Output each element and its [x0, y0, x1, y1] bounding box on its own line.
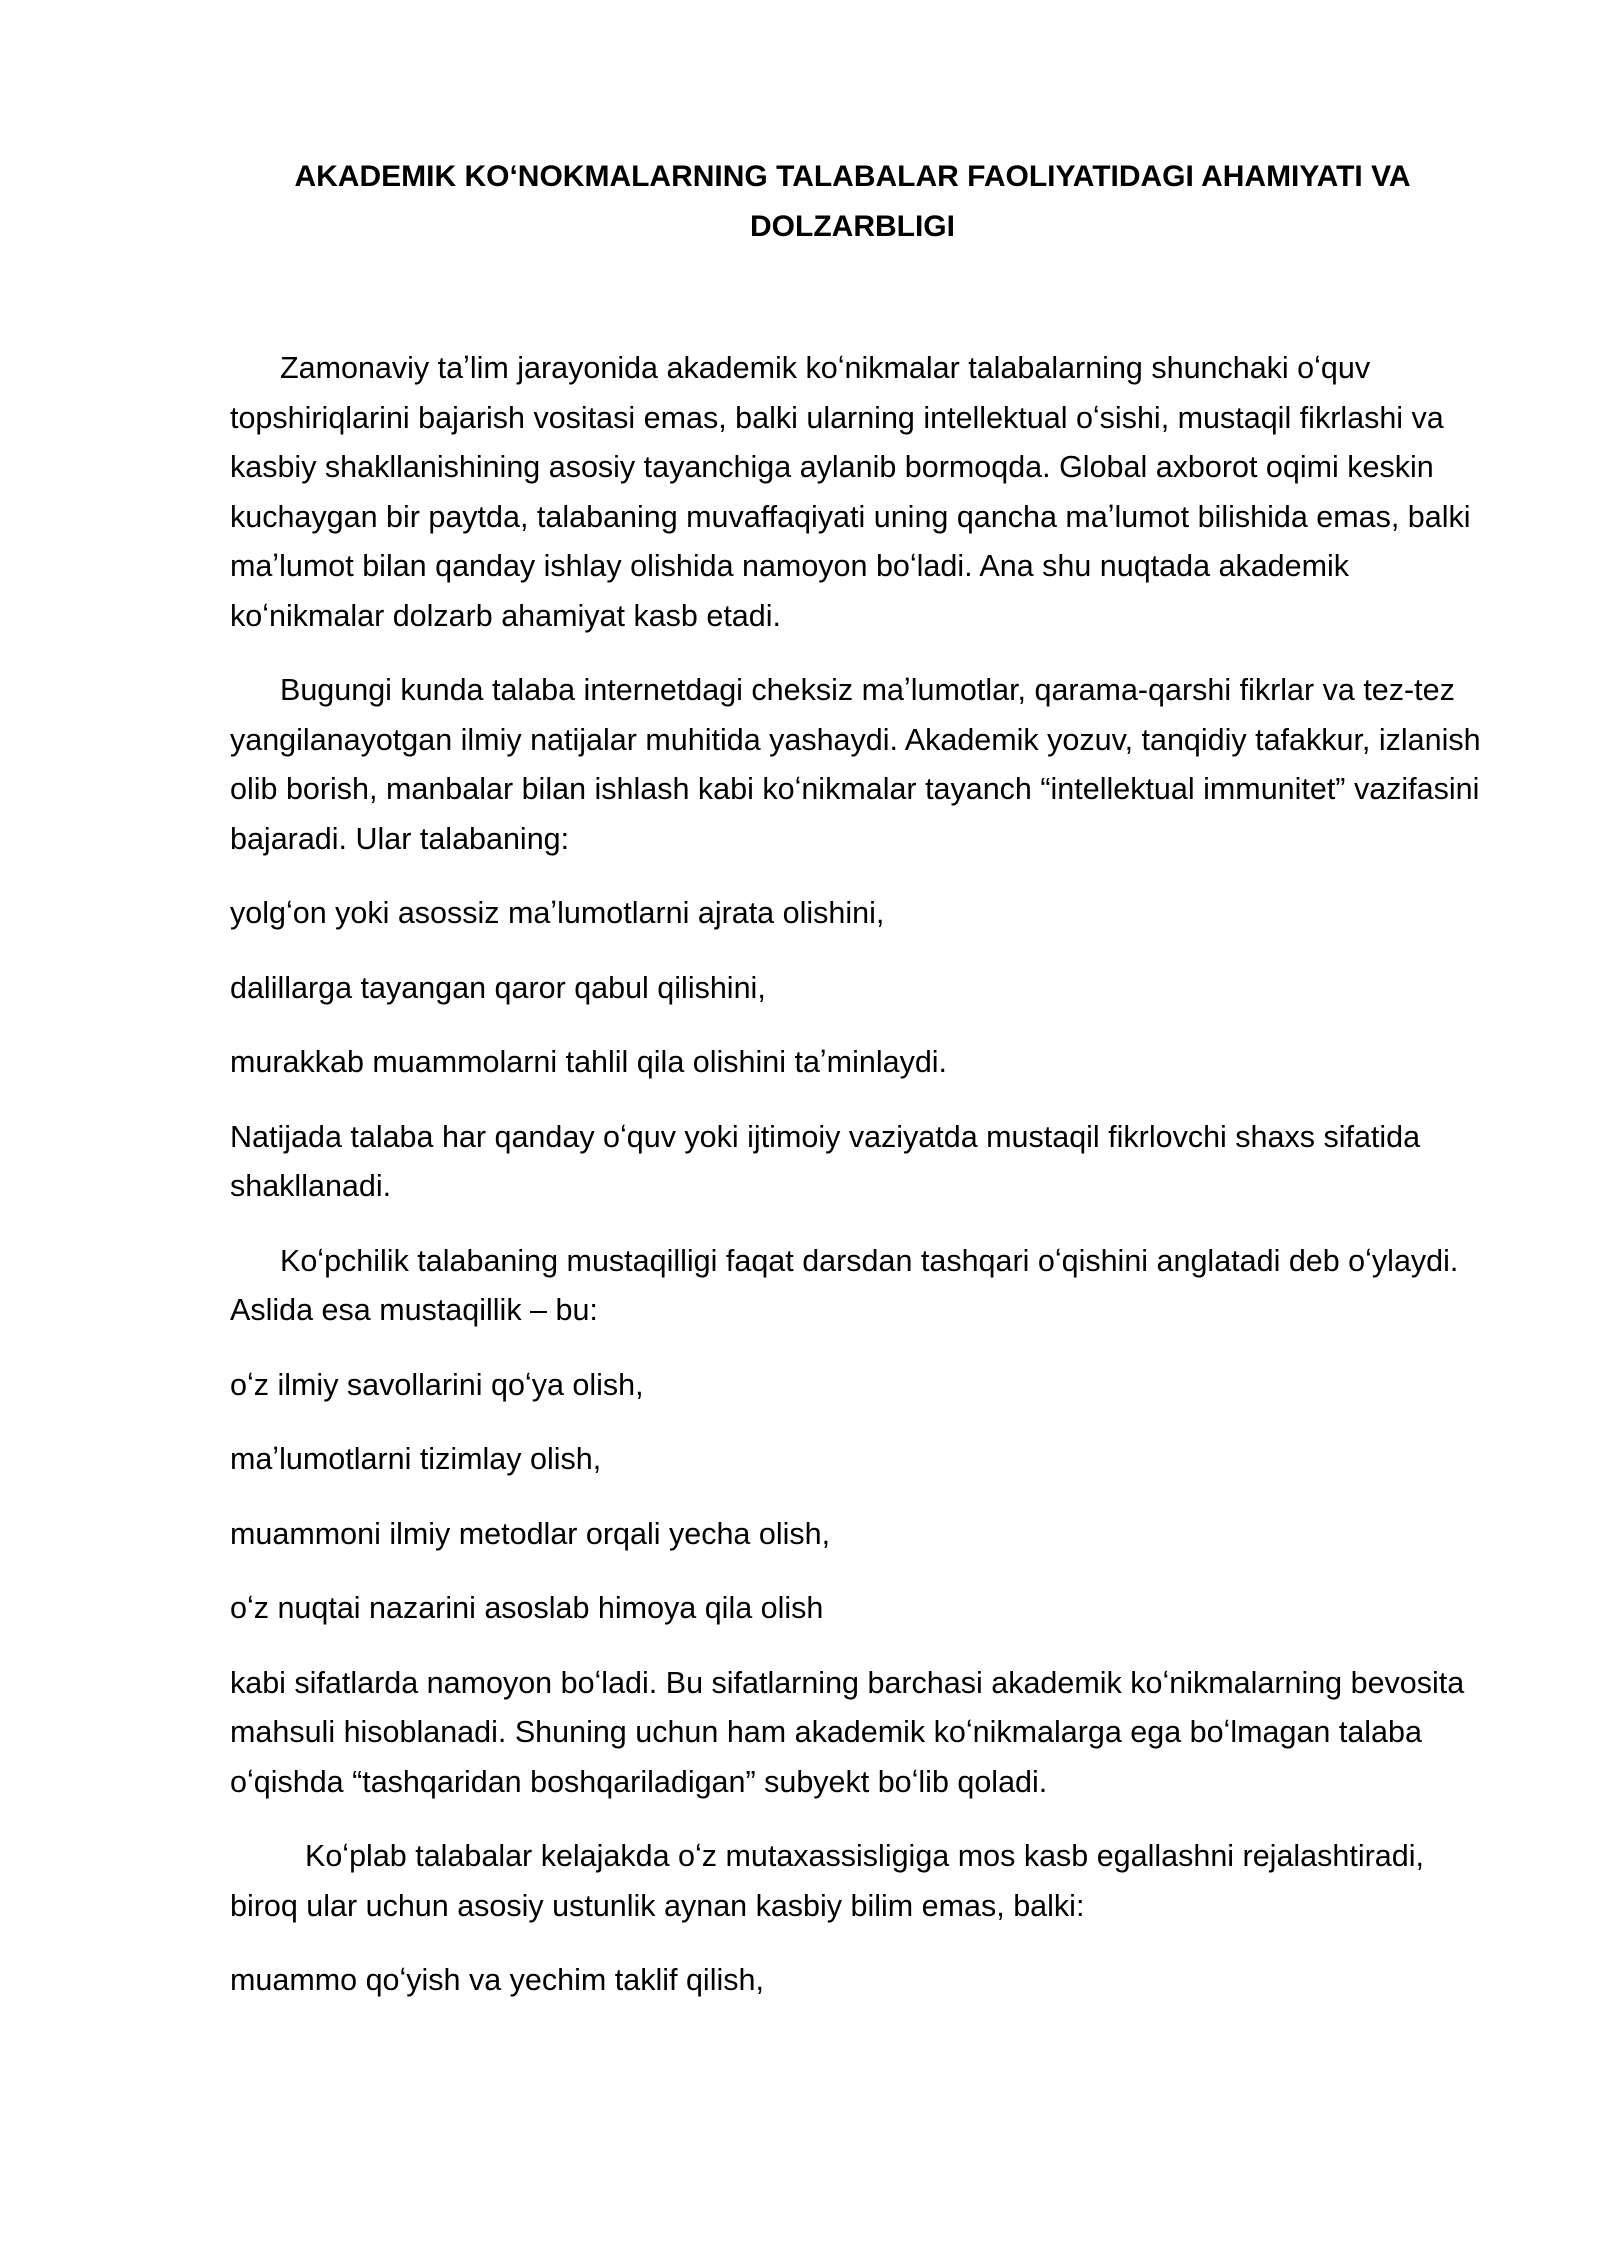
paragraph-career: Koʻplab talabalar kelajakda oʻz mutaxassisligiga mos kasb egallashni rejalashtiradi, biroq ular uchun asosiy ustunlik aynan kasbiy bilim emas, balki: — [230, 1839, 1424, 1923]
paragraph-intro: Zamonaviy taʼlim jarayonida akademik koʻnikmalar talabalarning shunchaki oʻquv topshiriqlarini bajarish vositasi emas, balki ularning intellektual oʻsishi, mustaqil fikrlashi va kasbiy shakllanishining asosiy tayanchiga aylanib bormoqda. Global axborot oqimi keskin kuchaygan bir paytda, talabaning muvaffaqiyati uning qancha maʼlumot bilishida emas, balki maʼlumot bilan qanday ishlay olishida namoyon boʻladi. Ana shu nuqtada akademik koʻnikmalar dolzarb ahamiyat kasb etadi. — [230, 351, 1471, 633]
list-item: oʻz nuqtai nazarini asoslab himoya qila olish — [230, 1591, 824, 1625]
list-item: maʼlumotlarni tizimlay olish, — [230, 1442, 602, 1476]
list-item: muammo qoʻyish va yechim taklif qilish, — [230, 1963, 764, 1997]
paragraph-conclusion: kabi sifatlarda namoyon boʻladi. Bu sifatlarning barchasi akademik koʻnikmalarning bevosita mahsuli hisoblanadi. Shuning uchun ham akademik koʻnikmalarga ega boʻlmagan talaba oʻqishda “tashqaridan boshqariladigan” subyekt boʻlib qoladi. — [230, 1665, 1465, 1799]
paragraph-information-environment: Bugungi kunda talaba internetdagi cheksiz maʼlumotlar, qarama-qarshi fikrlar va tez-tez yangilanayotgan ilmiy natijalar muhitida yashaydi. Akademik yozuv, tanqidiy tafakkur, izlanish olib borish, manbalar bilan ishlash kabi koʻnikmalar tayanch “intellektual immunitet” vazifasini bajaradi. Ular talabaning: — [230, 673, 1481, 856]
document-body — [230, 344, 1500, 2031]
title-line-2: DOLZARBLIGI — [750, 210, 955, 243]
document-title — [230, 152, 1475, 252]
list-item: oʻz ilmiy savollarini qoʻya olish, — [230, 1367, 644, 1402]
list-item: muammoni ilmiy metodlar orqali yecha olish, — [230, 1516, 831, 1551]
paragraph-independence: Koʻpchilik talabaning mustaqilligi faqat darsdan tashqari oʻqishini anglatadi deb oʻylaydi. Aslida esa mustaqillik – bu: — [230, 1243, 1459, 1327]
title-line-1: AKADEMIK KOʻNOKMALARNING TALABALAR FAOLIYATIDAGI AHAMIYATI VA — [294, 160, 1411, 193]
paragraph-result: Natijada talaba har qanday oʻquv yoki ijtimoiy vaziyatda mustaqil fikrlovchi shaxs sifatida shakllanadi. — [230, 1119, 1421, 1203]
list-item: dalillarga tayangan qaror qabul qilishini, — [230, 970, 766, 1005]
list-item: murakkab muammolarni tahlil qila olishini taʼminlaydi. — [230, 1045, 948, 1079]
list-item: yolgʻon yoki asossiz maʼlumotlarni ajrata olishini, — [230, 896, 885, 930]
